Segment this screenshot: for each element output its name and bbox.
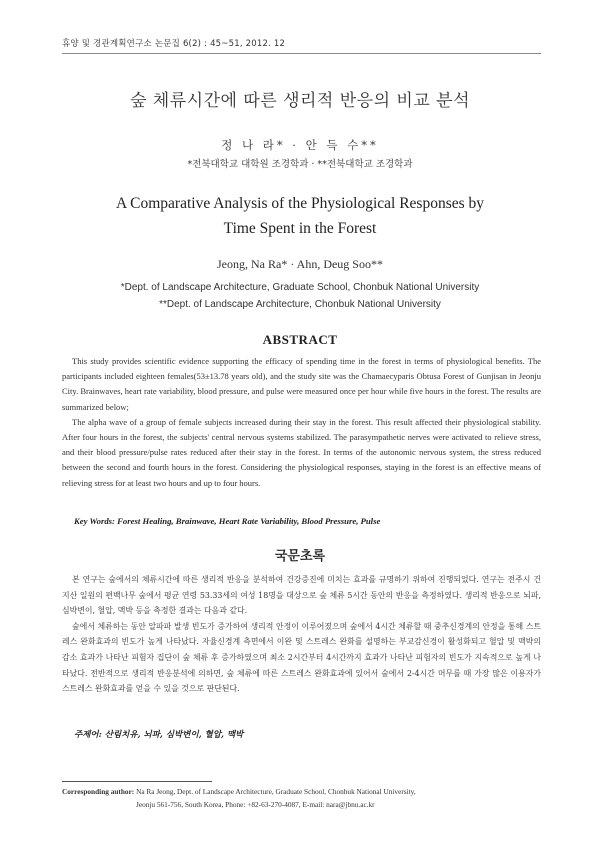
korean-keywords-label: 주제어: bbox=[74, 730, 102, 740]
english-authors: Jeong, Na Ra* · Ahn, Deug Soo** bbox=[217, 257, 383, 271]
keywords-list: Forest Healing, Brainwave, Heart Rate Variability, Blood Pressure, Pulse bbox=[117, 516, 381, 526]
english-title-line-2: Time Spent in the Forest bbox=[223, 220, 377, 237]
abstract-paragraph-1: This study provides scientific evidence supporting the efficacy of spending time in the forest in terms of physiological benefits. The participants included eighteen females(53±13.78 years old), and the study site was the Chamaecyparis Obtusa Forest of Gunjisan in Jeonju City. Brainwaves, heart rate variability, blood pressure, and pulse were measured once per hour while five hours in the forest. The results are summarized below; bbox=[62, 356, 541, 412]
korean-affiliation: *전북대학교 대학원 조경학과 · **전북대학교 조경학과 bbox=[187, 159, 413, 170]
header-divider bbox=[62, 53, 541, 54]
english-affiliation-1: *Dept. of Landscape Architecture, Graduate School, Chonbuk National University bbox=[120, 282, 480, 293]
footnote-line-2: Jeonju 561-756, South Korea, Phone: +82-63-270-4087, E-mail: nara@jbnu.ac.kr bbox=[136, 799, 375, 809]
korean-abstract-paragraph-2: 숲에서 체류하는 동안 알파파 발생 빈도가 증가하여 생리적 안정이 이루어졌으며 숲에서 4시간 체류할 때 중추신경계의 안정을 통해 스트레스 완화효과의 빈도가 높게 나타났다. 자율신경계 측면에서 이완 및 스트레스 완화를 설명하는 부교감신경이 활성화되고 혈압 및 맥박의 감소 효과가 나타난 피험자 집단이 숲 체류 후 증가하였으며 최소 2시간부터 4시간까지 효과가 나타난 피험자의 빈도가 지속적으로 높게 나타났다. 전반적으로 생리적 반응분석에 의하면, 숲 체류에 따른 스트레스 완화효과에 있어서 숲에서 2-4시간 머무를 때 가장 많은 이용자가 스트레스 완화효과를 얻을 수 있을 것으로 판단된다. bbox=[62, 621, 541, 694]
english-title bbox=[0, 191, 600, 241]
english-affiliation-2: **Dept. of Landscape Architecture, Chonbuk National University bbox=[159, 299, 441, 310]
abstract-paragraph-2: The alpha wave of a group of female subjects increased during their stay in the forest. This result affected their physiological stability. After four hours in the forest, the subjects' central nervous systems stabilized. The parasympathetic nerves were activated to relieve stress, and their blood pressure/pulse rates reduced after their stay in the forest. In terms of the autonomic nervous system, the stress reduced between the second and fourth hours in the forest. Considering the physiological responses, staying in the forest is an effective means of relieving stress for at least two hours and up to four hours. bbox=[62, 416, 541, 488]
abstract-body bbox=[62, 354, 541, 491]
footnote-line-1 bbox=[62, 786, 541, 799]
footnote-text-1: Na Ra Jeong, Dept. of Landscape Architecture, Graduate School, Chonbuk National University, bbox=[136, 787, 416, 796]
running-head: 휴양 및 경관계획연구소 논문집 6(2) : 45~51, 2012. 12 bbox=[62, 39, 286, 49]
korean-keywords bbox=[74, 728, 541, 740]
korean-title: 숲 체류시간에 따른 생리적 반응의 비교 분석 bbox=[129, 91, 471, 111]
keywords bbox=[74, 516, 541, 526]
keywords-label: Key Words: bbox=[74, 516, 115, 526]
corresponding-author-footnote bbox=[62, 786, 541, 811]
korean-abstract-paragraph-1: 본 연구는 숲에서의 체류시간에 따른 생리적 반응을 분석하여 건강증진에 미치는 효과를 규명하기 위하여 진행되었다. 연구는 전주시 건지산 일원의 편백나무 숲에서 평균 연령 53.33세의 여성 18명을 대상으로 숲 체류 5시간 동안의 반응을 측정하였다. 생리적 반응으로 뇌파, 심박변이, 혈압, 맥박 등을 측정한 결과는 다음과 같다. bbox=[62, 575, 541, 616]
footnote-label: Corresponding author: bbox=[62, 787, 135, 796]
korean-keywords-list: 산림치유, 뇌파, 심박변이, 혈압, 맥박 bbox=[104, 730, 244, 740]
english-title-line-1: A Comparative Analysis of the Physiological Responses by bbox=[115, 195, 485, 212]
abstract-heading: ABSTRACT bbox=[262, 332, 338, 347]
korean-authors: 정 나 라* · 안 득 수** bbox=[221, 138, 379, 152]
footnote-divider bbox=[62, 781, 212, 782]
english-affiliations bbox=[0, 279, 600, 313]
korean-abstract-body bbox=[62, 572, 541, 697]
korean-abstract-heading: 국문초록 bbox=[274, 549, 326, 564]
